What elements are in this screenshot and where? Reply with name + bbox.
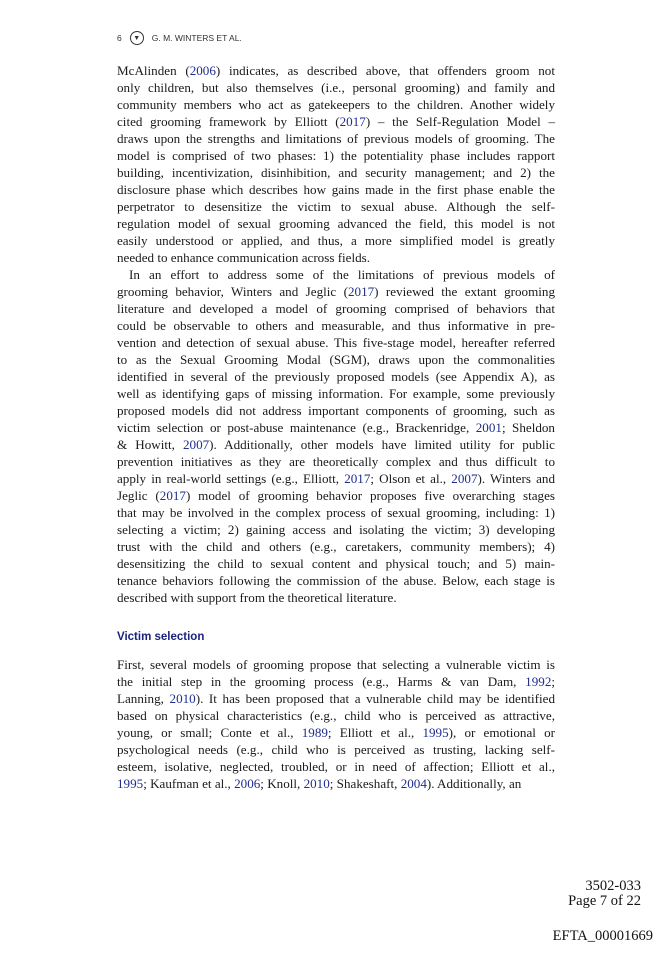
citation-link[interactable]: 2006 xyxy=(234,776,261,791)
text-line xyxy=(117,113,555,130)
text-segment: literature and developed a model of grooming comprised of behaviors that xyxy=(117,301,555,316)
text-segment: model is comprised of two phases: 1) the potentiality phase includes rapport xyxy=(117,148,555,163)
text-segment: needed to enhance communication across fields. xyxy=(117,250,371,265)
text-line xyxy=(117,351,555,368)
text-segment: vention and detection of sexual abuse. This five-stage model, hereafter referred xyxy=(117,335,555,350)
text-segment: & Howitt, xyxy=(117,437,183,452)
citation-link[interactable]: 2010 xyxy=(169,691,196,706)
text-line xyxy=(117,317,555,334)
text-segment: disclosure phase which describes how gains made in the first phase enable the xyxy=(117,182,555,197)
text-segment: ; xyxy=(551,674,555,689)
text-line xyxy=(117,690,555,707)
text-segment: ) model of grooming behavior proposes five overarching stages xyxy=(185,488,555,503)
text-segment: described with support from the theoretical literature. xyxy=(117,590,397,605)
text-line xyxy=(117,249,555,266)
text-line xyxy=(117,487,555,504)
publisher-logo-icon: ▼ xyxy=(130,31,144,45)
text-line xyxy=(117,283,555,300)
document-id: 3502-033 xyxy=(585,878,641,894)
text-line xyxy=(117,232,555,249)
text-segment: ; Shakeshaft, xyxy=(329,776,401,791)
citation-link[interactable]: 2017 xyxy=(159,488,186,503)
text-segment: only children, but also themselves (i.e., personal grooming) and family and xyxy=(117,80,555,95)
citation-link[interactable]: 2006 xyxy=(189,63,216,78)
text-segment: cited grooming framework by Elliott ( xyxy=(117,114,340,129)
text-segment: ; Olson et al., xyxy=(370,471,452,486)
text-segment: community members who act as gatekeepers to the children. Another widely xyxy=(117,97,555,112)
text-segment: selecting a victim; 2) gaining access and isolating the victim; 3) developing xyxy=(117,522,555,537)
citation-link[interactable]: 2004 xyxy=(400,776,427,791)
text-line xyxy=(117,707,555,724)
text-line xyxy=(117,521,555,538)
citation-link[interactable]: 2007 xyxy=(182,437,210,452)
text-segment: grooming behavior, Winters and Jeglic ( xyxy=(117,284,348,299)
paragraph-1 xyxy=(117,62,555,266)
page-count: Page 7 of 22 xyxy=(568,893,641,909)
text-segment: perpetrator to desensitize the victim to sexual abuse. Although the self- xyxy=(117,199,555,214)
text-segment: In an effort to address some of the limitations of previous models of xyxy=(129,267,555,282)
text-line xyxy=(117,724,555,741)
text-line xyxy=(117,656,555,673)
text-line xyxy=(117,419,555,436)
citation-link[interactable]: 2001 xyxy=(475,420,502,435)
text-line xyxy=(117,673,555,690)
text-segment: the initial step in the grooming process (e.g., Harms & van Dam, xyxy=(117,674,526,689)
text-segment: Lanning, xyxy=(117,691,170,706)
citation-link[interactable]: 2007 xyxy=(451,471,478,486)
text-segment: ) – the Self-Regulation Model – xyxy=(365,114,555,129)
text-line xyxy=(117,215,555,232)
text-segment: identified in several of the previously proposed models (see Appendix A), as xyxy=(117,369,555,384)
text-segment: trust with the child and others (e.g., caretakers, community members); 4) xyxy=(117,539,555,554)
text-segment: proposed models did not address important components of grooming, such as xyxy=(117,403,555,418)
citation-link[interactable]: 1992 xyxy=(525,674,552,689)
text-line xyxy=(117,758,555,775)
text-line xyxy=(117,402,555,419)
running-authors: G. M. WINTERS ET AL. xyxy=(151,33,242,43)
page-number: 6 xyxy=(117,33,122,43)
text-segment: tenance behaviors following the commission of the abuse. Below, each stage is xyxy=(117,573,555,588)
bates-number: EFTA_00001669 xyxy=(552,928,653,944)
text-segment: victim selection or post-abuse maintenance (e.g., Brackenridge, xyxy=(117,420,476,435)
text-line xyxy=(117,368,555,385)
text-line xyxy=(117,538,555,555)
text-segment: that may be involved in the complex process of sexual grooming, including: 1) xyxy=(117,505,555,520)
text-segment: ; Kaufman et al., xyxy=(143,776,235,791)
text-line xyxy=(117,453,555,470)
text-line xyxy=(117,300,555,317)
running-header xyxy=(117,31,242,45)
text-line xyxy=(117,470,555,487)
text-line xyxy=(117,572,555,589)
text-line xyxy=(117,436,555,453)
text-segment: apply in real-world settings (e.g., Elliott, xyxy=(117,471,345,486)
text-segment: ; Sheldon xyxy=(501,420,555,435)
text-line xyxy=(117,334,555,351)
citation-link[interactable]: 1989 xyxy=(301,725,328,740)
citation-link[interactable]: 1995 xyxy=(422,725,449,740)
text-segment: prevention initiatives as they are theoretically complex and thus difficult to xyxy=(117,454,555,469)
text-segment: young, or small; Conte et al., xyxy=(117,725,302,740)
citation-link[interactable]: 2017 xyxy=(344,471,371,486)
text-segment: well as identifying gaps of missing information. For example, some previously xyxy=(117,386,555,401)
text-line xyxy=(117,385,555,402)
text-segment: psychological needs (e.g., child who is perceived as trusting, lacking self- xyxy=(117,742,555,757)
text-segment: McAlinden ( xyxy=(117,63,190,78)
text-line xyxy=(117,79,555,96)
text-line xyxy=(117,198,555,215)
text-line xyxy=(117,96,555,113)
text-segment: ) reviewed the extant grooming xyxy=(374,284,555,299)
text-segment: based on physical characteristics (e.g., child who is perceived as attractive, xyxy=(117,708,555,723)
text-segment: ) indicates, as described above, that offenders groom not xyxy=(215,63,555,78)
text-segment: ). Winters and xyxy=(477,471,555,486)
text-segment: ; Elliott et al., xyxy=(327,725,423,740)
citation-link[interactable]: 2017 xyxy=(347,284,375,299)
text-segment: draws upon the strengths and limitations of previous models of grooming. The xyxy=(117,131,555,146)
paragraph-3 xyxy=(117,656,555,792)
citation-link[interactable]: 2017 xyxy=(339,114,366,129)
text-line xyxy=(117,266,555,283)
citation-link[interactable]: 2010 xyxy=(303,776,330,791)
text-segment: Jeglic ( xyxy=(117,488,160,503)
text-segment: ). Additionally, other models have limited utility for public xyxy=(209,437,555,452)
text-line xyxy=(117,504,555,521)
text-segment: regulation model of sexual grooming advanced the field, this model is not xyxy=(117,216,555,231)
text-segment: ). Additionally, an xyxy=(426,776,522,791)
text-line xyxy=(117,164,555,181)
text-line xyxy=(117,741,555,758)
text-segment: easily understood or applied, and thus, a more simplified model is greatly xyxy=(117,233,555,248)
text-segment: ). It has been proposed that a vulnerable child may be identified xyxy=(195,691,556,706)
text-line xyxy=(117,589,555,606)
text-segment: esteem, isolative, neglected, troubled, or in need of affection; Elliott et al., xyxy=(117,759,555,774)
text-line xyxy=(117,62,555,79)
text-segment: could be observable to others and measurable, and thus informative in pre- xyxy=(117,318,555,333)
text-segment: desensitizing the child to sexual content and physical touch; and 5) main- xyxy=(117,556,555,571)
text-segment: First, several models of grooming propose that selecting a vulnerable victim is xyxy=(117,657,555,672)
text-segment: ), or emotional or xyxy=(448,725,555,740)
section-heading: Victim selection xyxy=(117,631,205,643)
text-segment: to as the Sexual Grooming Modal (SGM), draws upon the commonalities xyxy=(117,352,555,367)
text-line xyxy=(117,147,555,164)
citation-link[interactable]: 1995 xyxy=(117,776,144,791)
text-segment: ; Knoll, xyxy=(260,776,304,791)
text-line xyxy=(117,775,555,792)
text-line xyxy=(117,555,555,572)
paragraph-2 xyxy=(117,266,555,606)
text-line xyxy=(117,130,555,147)
text-segment: building, incentivization, disinhibition, and security management; and 2) the xyxy=(117,165,555,180)
text-line xyxy=(117,181,555,198)
